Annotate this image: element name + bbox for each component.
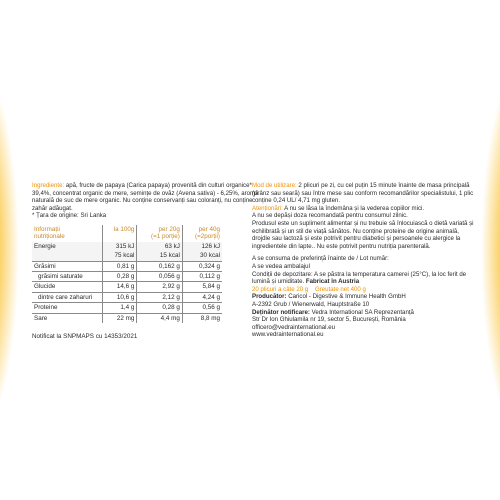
notification-number: Notificat la SNPMAPS cu 14353/2021 [32, 333, 138, 341]
ingredients-text: apă, fructe de papaya (Carica papaya) provenită din culturi organice* 39,4%, concentrat organic de mere, semințe de ovăz (Avena sativa) - 6,25%, aromă naturală de suc de mere organic. Nu conține conservanți sau coloranți, nu conține zahăr adăugat. [32, 182, 259, 212]
made-in-austria: Fabricat în Austria [304, 278, 360, 286]
table-row [32, 272, 222, 282]
nutrition-header-col2-line1: per 20g [158, 225, 180, 233]
pack-sachets: 20 plicuri a câte 20 g [252, 285, 309, 293]
pack-info [252, 286, 476, 294]
best-before-line1: A se consuma de preferință înainte de / Lot număr: [252, 255, 389, 263]
table-row [32, 292, 222, 302]
orange-edge-right [482, 40, 500, 460]
right-column [252, 182, 476, 339]
nutrition-row-label: Energie [32, 242, 103, 251]
nutrition-value-per-100g: 75 kcal [103, 251, 137, 261]
storage-paragraph [252, 271, 476, 286]
nutrition-value-per-20g: 15 kcal [137, 251, 182, 261]
producer-paragraph [252, 293, 476, 301]
nutrition-row-label: Sare [32, 313, 103, 323]
nutrition-header-col2 [137, 225, 182, 242]
pack-net-weight: Greutate net 400 g [315, 285, 366, 293]
ingredients-paragraph [32, 182, 264, 212]
storage-text: A se păstra la temperatura camerei (25°C), la loc ferit de lumină și umiditate. [252, 270, 467, 286]
nutrition-value-per-20g: 4,4 mg [137, 313, 182, 323]
nutrition-value-per-100g: 10,6 g [103, 292, 137, 302]
usage-paragraph [252, 182, 476, 205]
nutrition-value-per-20g: 0,056 g [137, 272, 182, 282]
warnings-line2: A nu se depăși doza recomandată pentru consumul zilnic. [252, 212, 408, 220]
nutrition-row-label: dintre care zaharuri [32, 292, 103, 302]
best-before-line2: A se vedea ambalajul [252, 262, 310, 270]
nutrition-value-per-20g: 63 kJ [137, 242, 182, 251]
nutrition-value-per-40g: 0,56 g [182, 303, 222, 313]
table-row [32, 282, 222, 292]
holder-email: officero@vedrainternational.eu [252, 323, 335, 331]
nutrition-value-per-40g: 0,112 g [182, 272, 222, 282]
nutrition-row-label [32, 251, 103, 261]
nutrition-table [32, 225, 222, 323]
nutrition-value-per-40g: 5,84 g [182, 282, 222, 292]
nutrition-value-per-20g: 2,92 g [137, 282, 182, 292]
warnings-label: Atenționări: [252, 204, 283, 212]
nutrition-row-label: Glucide [32, 282, 103, 292]
orange-edge-left [0, 40, 18, 460]
usage-text: 2 plicuri pe zi, cu cel puțin 15 minute înainte de masa principală (prânz sau seară) sau între mese sau conform recomandărilor specialistului, 1 plic conține 0,24 UL/ 4,71 mg gluten. [252, 182, 474, 205]
nutrition-header-label-line1: Informații [34, 225, 60, 233]
nutrition-value-per-40g: 126 kJ [182, 242, 222, 251]
table-row [32, 251, 222, 261]
producer-label: Producător: [252, 293, 287, 301]
warnings-line3: Produsul este un supliment alimentar și nu trebuie să înlocuiască o dietă variată și echilibrată și un stil de viață sănătos. Nu conține proteine de origine animală, drojdie sau lactoză și este potrivit pentru diabetici și persoanele cu alergice la ingredientele din lapte.. Nu este potrivit pentru nutriția parenterală. [252, 219, 474, 250]
nutrition-value-per-100g: 14,6 g [103, 282, 137, 292]
nutrition-value-per-100g: 315 kJ [103, 242, 137, 251]
holder-label: Deținător notificare: [252, 308, 310, 316]
ingredients-label: Ingrediente: [32, 182, 65, 189]
origin-note: * Țara de origine: Sri Lanka [32, 212, 107, 220]
nutrition-header-col2-line2: (=1 porție) [151, 233, 180, 241]
table-row [32, 303, 222, 313]
nutrition-value-per-40g: 0,324 g [182, 261, 222, 271]
nutrition-row-label: Grăsimi [32, 261, 103, 271]
nutrition-value-per-20g: 2,12 g [137, 292, 182, 302]
nutrition-header-label-line2: nutriționale [34, 233, 65, 241]
nutrition-header-row [32, 225, 222, 242]
nutrition-header-col3-line2: (=2porții) [194, 233, 220, 241]
nutrition-value-per-100g: 22 mg [103, 313, 137, 323]
warnings-line1 [252, 205, 476, 213]
table-row [32, 261, 222, 271]
producer-name: Caricol - Digestive & Immune Health GmbH [286, 293, 406, 301]
warnings-text-1: A nu se lăsa la îndemâna și la vederea copiilor mici. [282, 204, 425, 212]
nutrition-value-per-40g: 30 kcal [182, 251, 222, 261]
nutrition-value-per-40g: 4,24 g [182, 292, 222, 302]
nutrition-header-col3 [182, 225, 222, 242]
nutrition-value-per-20g: 0,162 g [137, 261, 182, 271]
nutrition-value-per-100g: 0,28 g [103, 272, 137, 282]
holder-website: www.vedrainternational.eu [252, 331, 324, 339]
storage-label: Condiții de depozitare: [252, 270, 313, 278]
nutrition-row-label: grăsimi saturate [32, 272, 103, 282]
producer-address: A-2392 Grub / Wienerwald, Hauptstraße 10 [252, 300, 370, 308]
nutrition-header-col3-line1: per 40g [198, 225, 220, 233]
holder-paragraph [252, 309, 476, 317]
table-row [32, 242, 222, 251]
left-column [32, 182, 264, 340]
nutrition-value-per-100g: 0,81 g [103, 261, 137, 271]
nutrition-value-per-100g: 1,4 g [103, 303, 137, 313]
table-row [32, 313, 222, 323]
holder-name: Vedra International SA Reprezentanță [309, 308, 414, 316]
nutrition-value-per-40g: 8,8 mg [182, 313, 222, 323]
usage-label: Mod de utilizare: [252, 182, 297, 189]
nutrition-header-label [32, 225, 103, 242]
nutrition-value-per-20g: 0,28 g [137, 303, 182, 313]
nutrition-header-col1: la 100g [103, 225, 137, 242]
holder-address: Str Dr Ion Ghiulamila nr 19, sector 5, București, România [252, 316, 406, 324]
nutrition-row-label: Proteine [32, 303, 103, 313]
